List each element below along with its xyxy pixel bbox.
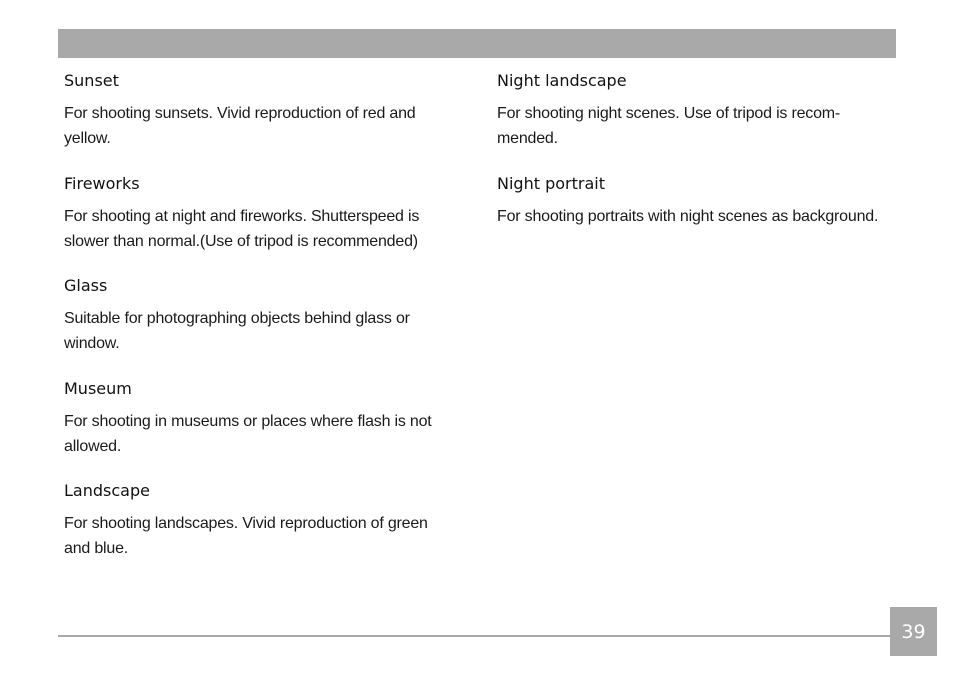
entry-fireworks <box>64 173 449 254</box>
entry-title: Landscape <box>64 481 150 500</box>
entry-title: Glass <box>64 276 108 295</box>
header-bar <box>58 29 896 58</box>
entry-title: Sunset <box>64 71 119 90</box>
entry-landscape <box>64 480 449 561</box>
entry-description: Suitable for photographing objects behind glass or window. <box>64 310 410 352</box>
entry-description: For shooting landscapes. Vivid reproduction of green and blue. <box>64 515 428 557</box>
entry-title: Night portrait <box>497 174 605 193</box>
entry-glass <box>64 275 449 356</box>
entry-description: For shooting night scenes. Use of tripod is recom-mended. <box>497 105 841 147</box>
entry-description: For shooting sunsets. Vivid reproduction of red and yellow. <box>64 105 416 147</box>
page-number: 39 <box>890 607 937 656</box>
entry-description: For shooting in museums or places where flash is not allowed. <box>64 413 432 455</box>
entry-title: Fireworks <box>64 174 140 193</box>
entry-sunset <box>64 70 449 151</box>
entry-description: For shooting at night and fireworks. Shutterspeed is slower than normal.(Use of tripod is recommended) <box>64 208 420 250</box>
entry-night-portrait <box>497 173 897 229</box>
footer-divider <box>58 635 890 637</box>
entry-night-landscape <box>497 70 897 151</box>
entry-museum <box>64 378 449 459</box>
entry-title: Museum <box>64 379 132 398</box>
entry-description: For shooting portraits with night scenes as background. <box>497 208 879 225</box>
entry-title: Night landscape <box>497 71 627 90</box>
